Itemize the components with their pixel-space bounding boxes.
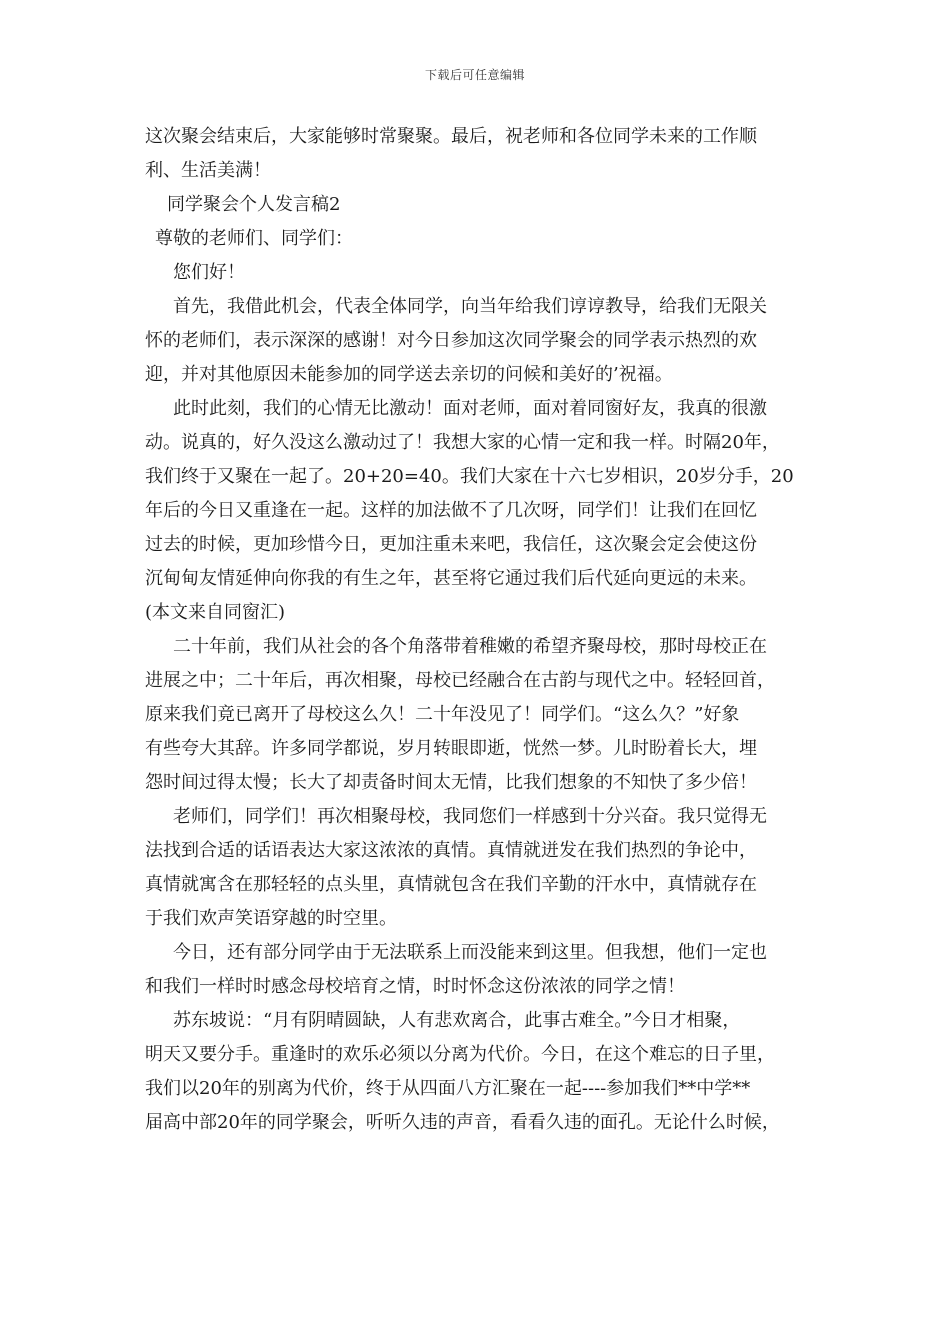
text-line: 怀的老师们，表示深深的感谢！对今日参加这次同学聚会的同学表示热烈的欢 bbox=[145, 330, 757, 351]
text-line: 苏东坡说：“月有阴晴圆缺，人有悲欢离合，此事古难全。”今日才相聚， bbox=[173, 1010, 741, 1031]
source-note: (本文来自同窗汇) bbox=[145, 602, 286, 623]
text-line: 迎，并对其他原因未能参加的同学送去亲切的问候和美好的’祝福。 bbox=[145, 364, 673, 385]
text-line: 这次聚会结束后，大家能够时常聚聚。最后，祝老师和各位同学未来的工作顺 bbox=[145, 126, 757, 147]
section-heading: 同学聚会个人发言稿2 bbox=[167, 194, 341, 215]
text-line: 沉甸甸友情延伸向你我的有生之年，甚至将它通过我们后代延向更远的未来。 bbox=[145, 568, 757, 589]
text-line: 今日，还有部分同学由于无法联系上而没能来到这里。但我想，他们一定也 bbox=[173, 942, 767, 963]
text-line: 原来我们竟已离开了母校这么久！二十年没见了！同学们。“这么久？”好象 bbox=[145, 704, 740, 725]
text-line: 利、生活美满！ bbox=[145, 160, 271, 181]
page-header-note: 下载后可任意编辑 bbox=[424, 68, 525, 82]
text-line: 此时此刻，我们的心情无比激动！面对老师，面对着同窗好友，我真的很激 bbox=[173, 398, 767, 419]
text-line: 明天又要分手。重逢时的欢乐必须以分离为代价。今日，在这个难忘的日子里， bbox=[145, 1044, 775, 1065]
text-line: 真情就寓含在那轻轻的点头里，真情就包含在我们辛勤的汗水中，真情就存在 bbox=[145, 874, 757, 895]
text-line: 老师们，同学们！再次相聚母校，我同您们一样感到十分兴奋。我只觉得无 bbox=[173, 806, 767, 827]
text-line: 我们以20年的别离为代价，终于从四面八方汇聚在一起----参加我们**中学** bbox=[145, 1078, 751, 1099]
text-line: 过去的时候，更加珍惜今日，更加注重未来吧，我信任，这次聚会定会使这份 bbox=[145, 534, 757, 555]
text-line: 法找到合适的话语表达大家这浓浓的真情。真情就迸发在我们热烈的争论中， bbox=[145, 840, 757, 861]
text-line: 有些夸大其辞。许多同学都说，岁月转眼即逝，恍然一梦。儿时盼着长大，埋 bbox=[145, 738, 757, 759]
text-line: 进展之中；二十年后，再次相聚，母校已经融合在古韵与现代之中。轻轻回首， bbox=[145, 670, 775, 691]
text-line: 年后的今日又重逢在一起。这样的加法做不了几次呀，同学们！让我们在回忆 bbox=[145, 500, 757, 521]
salutation: 尊敬的老师们、同学们： bbox=[155, 228, 353, 249]
text-line: 届高中部20年的同学聚会，听听久违的声音，看看久违的面孔。无论什么时候， bbox=[145, 1112, 780, 1133]
greeting: 您们好！ bbox=[173, 262, 245, 283]
text-line: 二十年前，我们从社会的各个角落带着稚嫩的希望齐聚母校，那时母校正在 bbox=[173, 636, 767, 657]
text-line: 首先，我借此机会，代表全体同学，向当年给我们谆谆教导，给我们无限关 bbox=[173, 296, 767, 317]
text-line: 于我们欢声笑语穿越的时空里。 bbox=[145, 908, 397, 929]
text-line: 怨时间过得太慢；长大了却责备时间太无情，比我们想象的不知快了多少倍！ bbox=[145, 772, 757, 793]
text-line: 和我们一样时时感念母校培育之情，时时怀念这份浓浓的同学之情！ bbox=[145, 976, 685, 997]
text-line: 动。说真的，好久没这么激动过了！我想大家的心情一定和我一样。时隔20年， bbox=[145, 432, 780, 453]
document-body bbox=[145, 120, 825, 1140]
text-line: 我们终于又聚在一起了。20+20=40。我们大家在十六七岁相识，20岁分手，20 bbox=[145, 466, 794, 487]
